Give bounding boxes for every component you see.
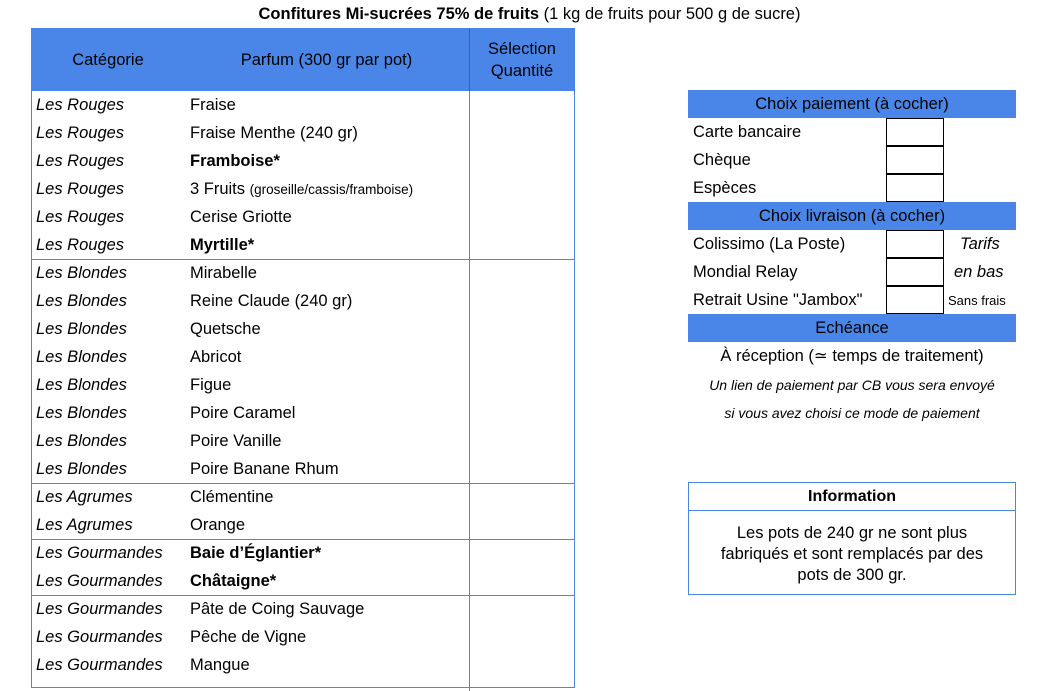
row-category: Les Agrumes bbox=[36, 488, 133, 506]
row-category: Les Blondes bbox=[36, 376, 127, 394]
information-line2: fabriqués et sont remplacés par des bbox=[720, 545, 984, 563]
row-category: Les Gourmandes bbox=[36, 544, 163, 562]
delivery-option-mondial-relay: Mondial Relay bbox=[693, 263, 798, 281]
row-category: Les Blondes bbox=[36, 320, 127, 338]
table-row bbox=[32, 119, 574, 147]
row-flavor bbox=[190, 567, 276, 595]
information-line3: pots de 300 gr. bbox=[797, 566, 907, 584]
row-category: Les Rouges bbox=[36, 96, 125, 114]
row-flavor: Abricot bbox=[190, 348, 242, 366]
table-row bbox=[32, 567, 574, 595]
due-note-line2: si vous avez choisi ce mode de paiement bbox=[724, 405, 980, 421]
row-flavor bbox=[190, 231, 254, 259]
table-row bbox=[32, 455, 574, 483]
table-row bbox=[32, 203, 574, 231]
row-category: Les Blondes bbox=[36, 264, 127, 282]
header-divider bbox=[469, 29, 470, 91]
row-flavor: Orange bbox=[190, 516, 246, 534]
table-row bbox=[32, 91, 574, 119]
row-category: Les Rouges bbox=[36, 152, 125, 170]
row-category: Les Rouges bbox=[36, 180, 125, 198]
row-flavor: Quetsche bbox=[190, 320, 261, 338]
table-header bbox=[32, 29, 574, 91]
header-flavor: Parfum (300 gr par pot) bbox=[240, 51, 413, 69]
row-flavor-bold: Baie d’Églantier* bbox=[190, 544, 322, 562]
row-category: Les Rouges bbox=[36, 236, 125, 254]
row-flavor bbox=[190, 539, 321, 567]
delivery-option-colissimo: Colissimo (La Poste) bbox=[693, 235, 846, 253]
row-category: Les Rouges bbox=[36, 124, 125, 142]
row-category: Les Blondes bbox=[36, 460, 127, 478]
table-row bbox=[32, 483, 574, 511]
table-row bbox=[32, 595, 574, 623]
table-row bbox=[32, 623, 574, 651]
payment-option-cash: Espèces bbox=[693, 179, 757, 197]
jam-order-table bbox=[31, 28, 575, 688]
information-line1: Les pots de 240 gr ne sont plus bbox=[736, 524, 968, 542]
page-title bbox=[0, 5, 1059, 24]
row-flavor-detail: (groseille/cassis/framboise) bbox=[249, 182, 414, 197]
table-row bbox=[32, 427, 574, 455]
row-flavor: Figue bbox=[190, 376, 232, 394]
row-category: Les Agrumes bbox=[36, 516, 133, 534]
due-text: À réception (≃ temps de traitement) bbox=[720, 347, 984, 365]
row-flavor-main: 3 Fruits bbox=[190, 180, 246, 198]
delivery-header: Choix livraison (à cocher) bbox=[688, 202, 1016, 230]
row-flavor-bold: Myrtille* bbox=[190, 236, 255, 254]
row-flavor: Poire Vanille bbox=[190, 432, 282, 450]
delivery-note-en-bas: en bas bbox=[954, 263, 1004, 281]
table-row bbox=[32, 315, 574, 343]
row-flavor: Pâte de Coing Sauvage bbox=[190, 600, 365, 618]
due-note-line1: Un lien de paiement par CB vous sera envoyé bbox=[709, 377, 995, 393]
row-category: Les Blondes bbox=[36, 292, 127, 310]
delivery-pickup-checkbox[interactable] bbox=[886, 286, 944, 314]
row-flavor: Fraise bbox=[190, 96, 236, 114]
row-flavor-bold: Framboise* bbox=[190, 152, 280, 170]
table-row bbox=[32, 287, 574, 315]
payment-cheque-checkbox[interactable] bbox=[886, 146, 944, 174]
table-row bbox=[32, 539, 574, 567]
row-flavor: Fraise Menthe (240 gr) bbox=[190, 124, 358, 142]
page-title-rest: (1 kg de fruits pour 500 g de sucre) bbox=[539, 5, 801, 23]
row-flavor bbox=[190, 147, 280, 175]
row-category: Les Gourmandes bbox=[36, 600, 163, 618]
due-header: Echéance bbox=[688, 314, 1016, 342]
row-flavor: Mirabelle bbox=[190, 264, 257, 282]
delivery-note-tarifs: Tarifs bbox=[960, 235, 1000, 253]
table-row bbox=[32, 175, 574, 203]
payment-header: Choix paiement (à cocher) bbox=[688, 90, 1016, 118]
table-row bbox=[32, 147, 574, 175]
table-row bbox=[32, 511, 574, 539]
information-body bbox=[697, 523, 1007, 586]
payment-option-card: Carte bancaire bbox=[693, 123, 802, 141]
delivery-mondial-relay-checkbox[interactable] bbox=[886, 258, 944, 286]
row-category: Les Blondes bbox=[36, 432, 127, 450]
header-selection-line2: Quantité bbox=[490, 62, 554, 80]
header-selection-line1: Sélection bbox=[488, 40, 556, 58]
row-flavor: Mangue bbox=[190, 656, 250, 674]
row-flavor: Cerise Griotte bbox=[190, 208, 292, 226]
row-category: Les Blondes bbox=[36, 404, 127, 422]
row-flavor: Poire Caramel bbox=[190, 404, 296, 422]
header-category: Catégorie bbox=[72, 51, 144, 69]
row-category: Les Gourmandes bbox=[36, 656, 163, 674]
delivery-option-pickup: Retrait Usine "Jambox" bbox=[693, 291, 863, 309]
table-row bbox=[32, 231, 574, 259]
row-flavor: Poire Banane Rhum bbox=[190, 460, 339, 478]
table-row bbox=[32, 371, 574, 399]
page-title-bold: Confitures Mi-sucrées 75% de fruits bbox=[258, 5, 540, 23]
row-category: Les Gourmandes bbox=[36, 572, 163, 590]
row-category: Les Blondes bbox=[36, 348, 127, 366]
information-box bbox=[688, 482, 1016, 595]
row-flavor: Pêche de Vigne bbox=[190, 628, 307, 646]
table-row bbox=[32, 259, 574, 287]
table-row bbox=[32, 343, 574, 371]
payment-cash-checkbox[interactable] bbox=[886, 174, 944, 202]
row-flavor: Reine Claude (240 gr) bbox=[190, 292, 353, 310]
table-row bbox=[32, 399, 574, 427]
delivery-colissimo-checkbox[interactable] bbox=[886, 230, 944, 258]
delivery-note-sans-frais: Sans frais bbox=[948, 293, 1006, 308]
payment-card-checkbox[interactable] bbox=[886, 118, 944, 146]
row-flavor: Clémentine bbox=[190, 488, 274, 506]
row-flavor-bold: Châtaigne* bbox=[190, 572, 277, 590]
row-flavor bbox=[190, 175, 413, 204]
row-category: Les Rouges bbox=[36, 208, 125, 226]
payment-option-cheque: Chèque bbox=[693, 151, 751, 169]
row-category: Les Gourmandes bbox=[36, 628, 163, 646]
header-selection bbox=[470, 29, 574, 91]
information-header: Information bbox=[689, 483, 1015, 511]
